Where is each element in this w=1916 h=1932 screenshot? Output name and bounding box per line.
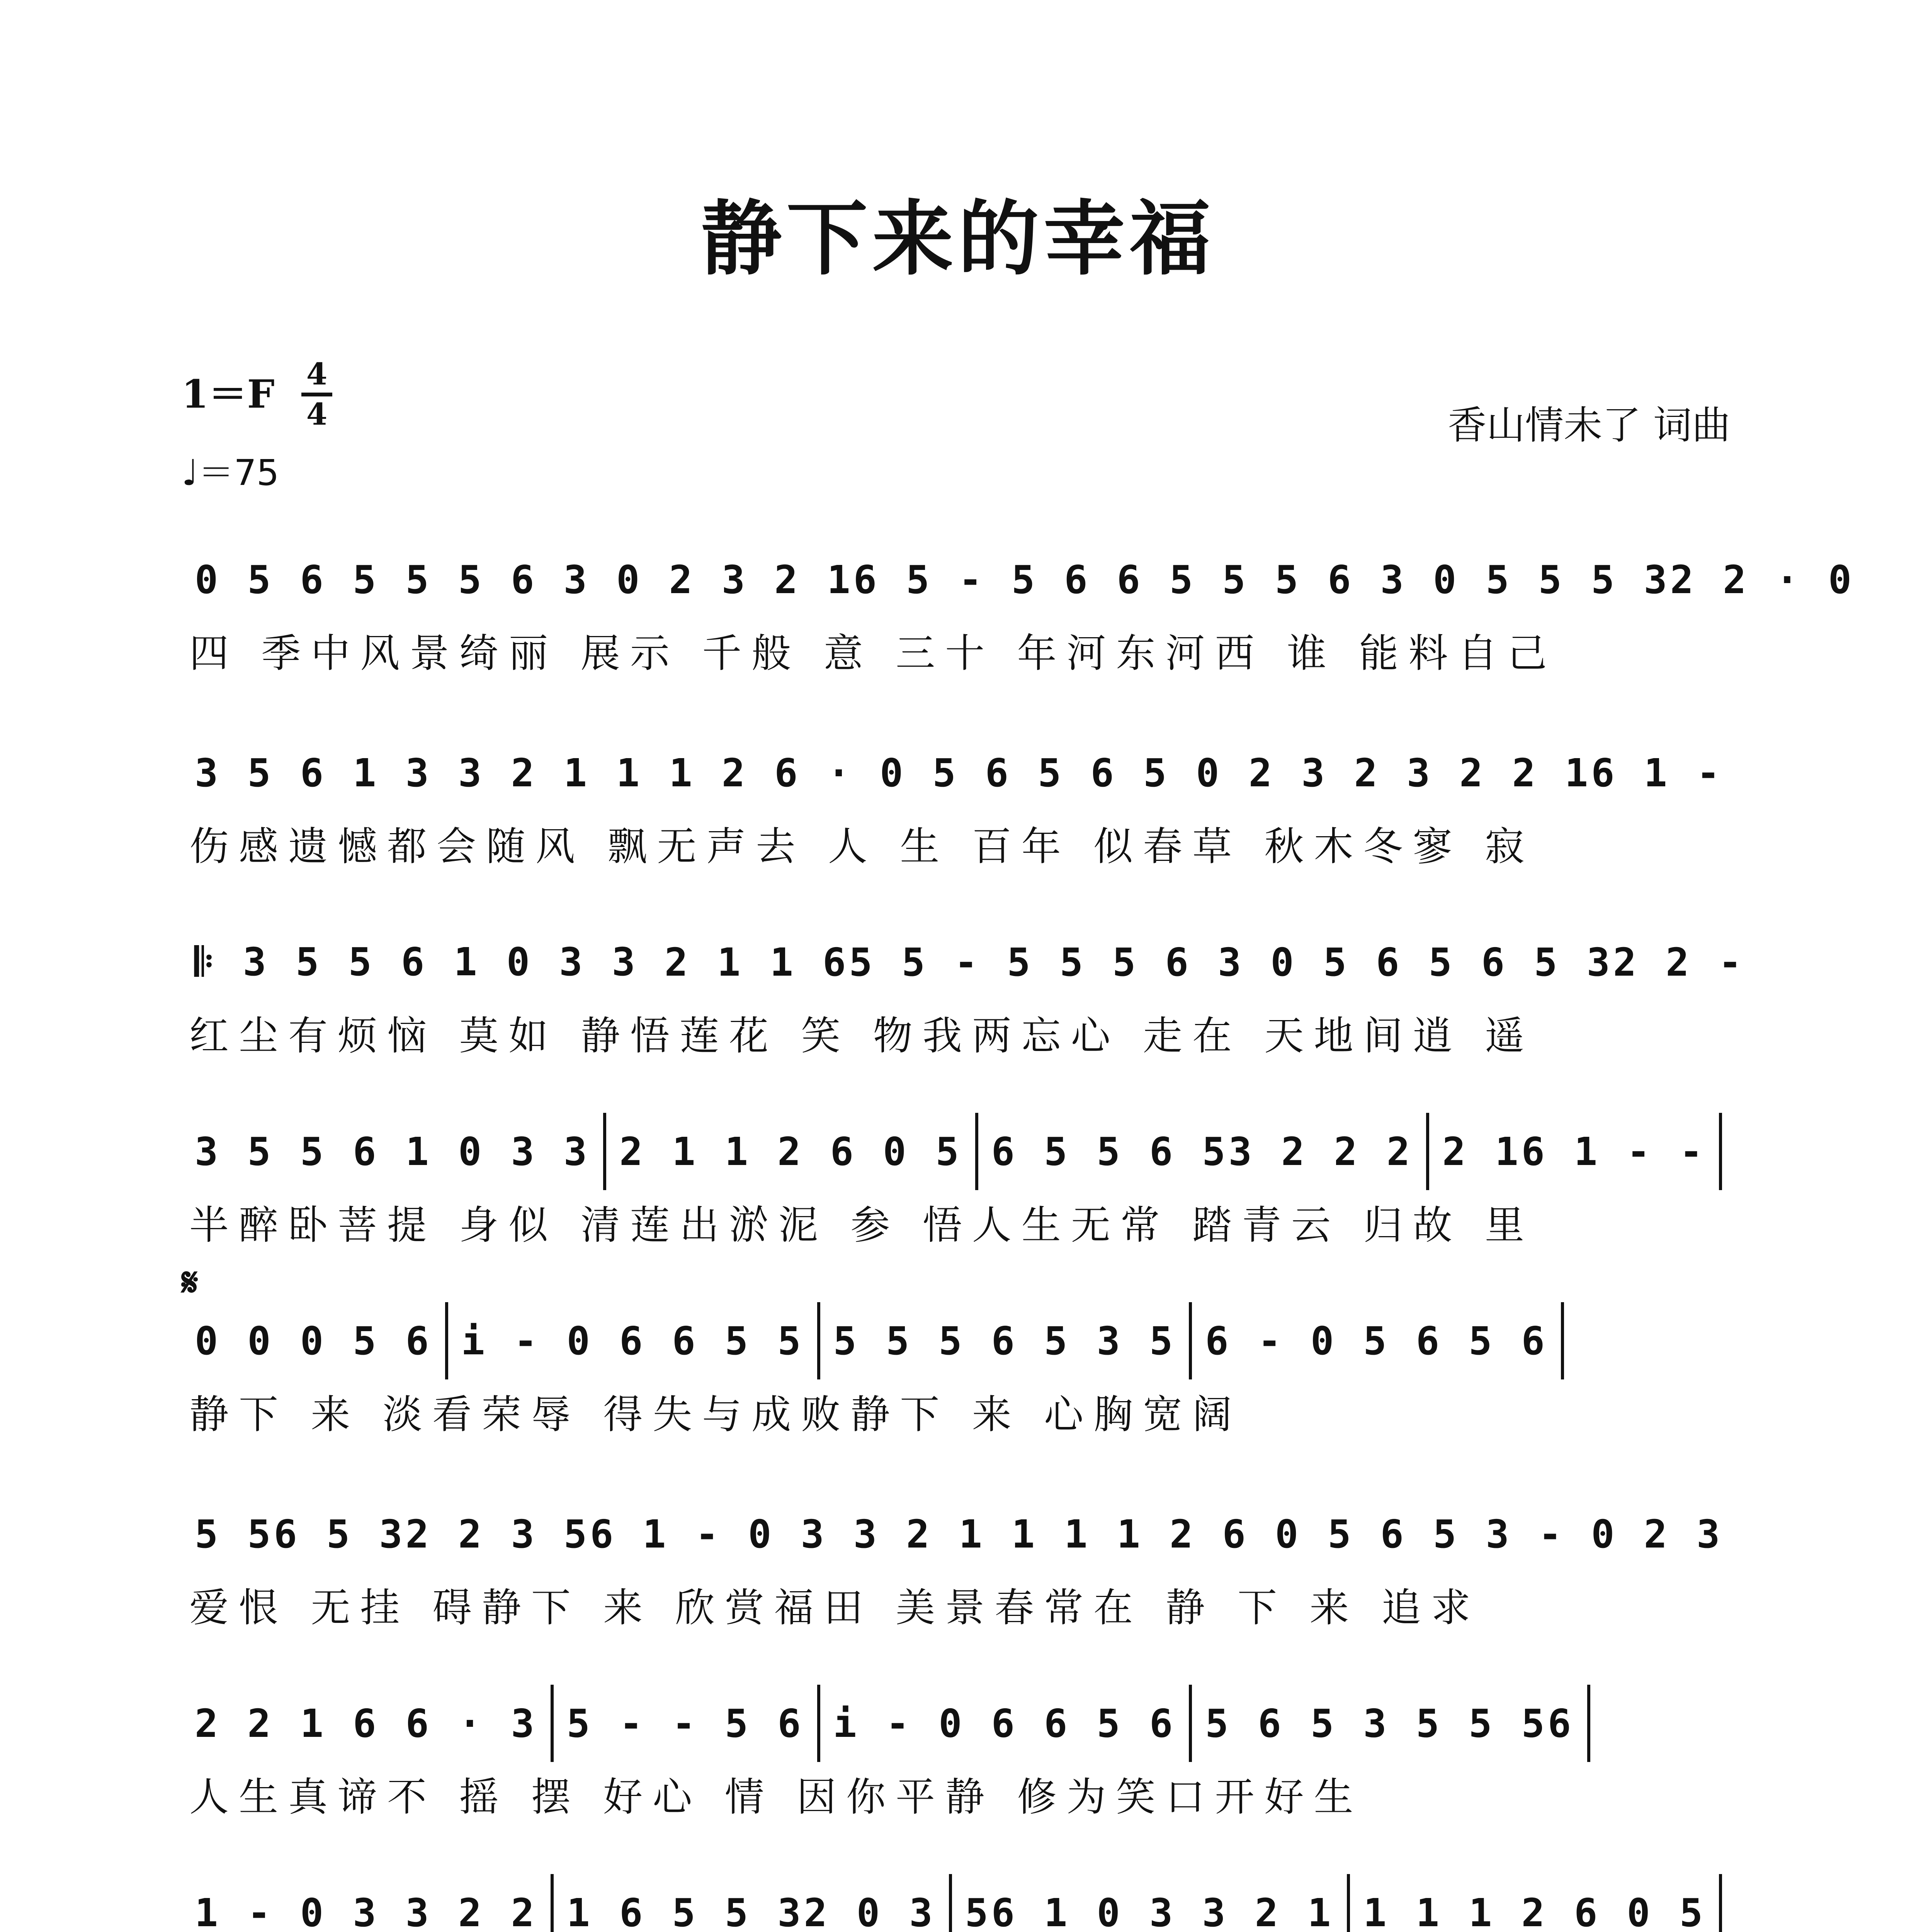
measure: 5 6 5 32 2 - [1428,939,1745,985]
notes-row [182,1874,1735,1932]
measure: 0 5 [195,557,274,602]
music-system [182,734,1735,872]
segno-sign: 𝄋 [182,1260,198,1305]
measure: 5 56 5 32 2 3 56 [195,1511,617,1557]
barline [445,1302,448,1379]
measure: 1 1 1 2 6 0 5 [1011,1511,1354,1557]
music-system [182,541,1855,679]
measure: i - 0 6 6 5 5 [461,1318,804,1364]
music-system [182,1302,1735,1440]
lyrics-line: 半醉卧菩提 身似 清莲出淤泥 参 悟人生无常 踏青云 归故 里 [189,1202,1534,1248]
barline [817,1685,820,1762]
barline [1719,1874,1722,1932]
measure: 6 5 3 - 0 2 3 [1380,1511,1723,1557]
music-system [182,923,1745,1061]
notes-row [182,541,1855,618]
notes-row [182,1685,1735,1762]
measure: 2 1 1 65 5 - [664,939,981,985]
music-system [182,1685,1735,1822]
measure: 2 1 1 2 6 0 5 [619,1129,962,1174]
measure: 6 - 0 5 6 5 6 [1205,1318,1548,1364]
measure: 2 16 5 - 5 6 [774,557,1091,602]
song-title: 静下来的幸福 [700,192,1216,286]
measure: 3 2 2 16 1 - [1406,750,1723,796]
time-signature-bottom: 4 [306,397,328,432]
measure: 6 5 6 5 0 2 3 2 [985,750,1380,796]
measure: 1 6 5 5 32 0 3 [566,1890,936,1932]
lyrics-line: 静下 来 淡看荣辱 得失与成败静下 来 心胸宽阔 [189,1392,1242,1438]
measure: 6 5 5 5 6 3 0 5 [1117,557,1512,602]
time-signature-top: 4 [306,357,328,392]
music-system [182,1874,1735,1932]
barline [603,1113,606,1190]
music-system [182,1113,1735,1250]
notes-row [182,923,1745,1001]
barline [551,1685,554,1762]
barline [949,1874,952,1932]
barline [817,1302,820,1379]
notes-row [182,1495,1735,1573]
measure: 6 5 5 5 6 3 0 2 3 [300,557,748,602]
barline [1719,1113,1722,1190]
measure: 5 5 5 6 3 0 5 6 [1007,939,1403,985]
barline [1587,1685,1590,1762]
barline [1426,1113,1429,1190]
time-signature-divider [301,393,332,396]
measure: 6 5 5 6 53 2 2 2 [991,1129,1413,1174]
measure: 1 - 0 3 3 2 1 [643,1511,985,1557]
tempo-marking: ♩＝75 [182,452,279,493]
measure: 5 5 5 6 5 3 5 [833,1318,1176,1364]
lyrics-line: 人生真谛不 摇 摆 好心 情 因你平静 修为笑口开好生 [189,1774,1363,1820]
notes-row [182,1302,1735,1379]
measure: 5 5 32 2 · 0 [1538,557,1855,602]
lyrics-line: 伤感遗憾都会随风 飘无声去 人 生 百年 似春草 秋木冬寥 寂 [189,824,1534,870]
author-credit: 香山情未了 词曲 [1448,403,1731,448]
notes-row [182,1113,1735,1190]
lyrics-line: 红尘有烦恼 莫如 静悟莲花 笑 物我两忘心 走在 天地间逍 遥 [189,1013,1534,1059]
measure: 3 5 5 6 1 0 3 3 [195,1129,590,1174]
measure: 2 2 1 6 6 · 3 [195,1701,537,1746]
measure: 𝄆 3 5 5 6 1 0 3 3 [195,939,638,985]
measure: 0 0 0 5 6 [195,1318,432,1364]
measure: 56 1 0 3 3 2 1 [965,1890,1334,1932]
lyrics-line: 爱恨 无挂 碍静下 来 欣赏福田 美景春常在 静 下 来 追求 [189,1585,1481,1631]
barline [975,1113,978,1190]
lyrics-line: 四 季中风景绮丽 展示 千般 意 三十 年河东河西 谁 能料自己 [189,631,1557,677]
barline [1347,1874,1350,1932]
notes-row [182,734,1735,811]
measure: 2 16 1 - - [1442,1129,1706,1174]
measure: 5 6 5 3 5 5 56 [1205,1701,1574,1746]
measure: 5 - - 5 6 [566,1701,804,1746]
barline [1561,1302,1564,1379]
barline [1189,1302,1192,1379]
key-signature: 1＝F [182,371,275,417]
time-signature [301,359,332,430]
measure: i - 0 6 6 5 6 [833,1701,1176,1746]
measure: 3 5 6 1 3 3 2 1 [195,750,590,796]
barline [1189,1685,1192,1762]
measure: 1 - 0 3 3 2 2 [195,1890,537,1932]
measure: 1 1 1 2 6 0 5 [1363,1890,1706,1932]
measure: 1 1 2 6 · 0 5 [616,750,959,796]
music-system [182,1495,1735,1633]
barline [551,1874,554,1932]
